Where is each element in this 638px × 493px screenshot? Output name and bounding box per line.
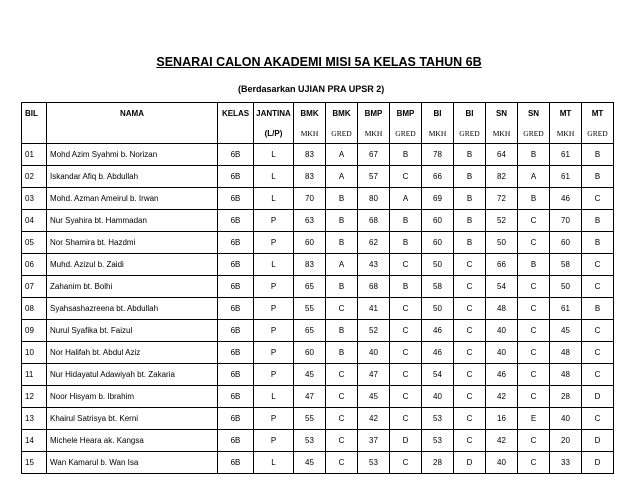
cell-nama: Syahsashazreena bt. Abdullah <box>47 298 218 320</box>
cell-sn-gred: C <box>518 452 550 474</box>
cell-bmp-mkh: 40 <box>358 342 390 364</box>
cell-kelas: 6B <box>218 188 254 210</box>
cell-sn-gred: A <box>518 166 550 188</box>
cell-sn-mkh: 16 <box>486 408 518 430</box>
cell-jantina: L <box>254 166 294 188</box>
cell-bmp-mkh: 43 <box>358 254 390 276</box>
cell-nama: Nurul Syafika bt. Faizul <box>47 320 218 342</box>
table-row <box>22 144 614 166</box>
cell-mt-mkh: 60 <box>550 232 582 254</box>
cell-bmk-mkh: 53 <box>294 430 326 452</box>
cell-mt-gred: B <box>582 166 614 188</box>
cell-bi-mkh: 53 <box>422 430 454 452</box>
cell-bmk-gred: C <box>326 430 358 452</box>
cell-bmp-gred: B <box>390 144 422 166</box>
cell-bmk-gred: B <box>326 342 358 364</box>
cell-nama: Iskandar Afiq b. Abdullah <box>47 166 218 188</box>
cell-sn-mkh: 46 <box>486 364 518 386</box>
cell-bmk-gred: B <box>326 210 358 232</box>
table-row <box>22 166 614 188</box>
cell-sn-gred: C <box>518 232 550 254</box>
header-subject: MT <box>582 103 614 124</box>
cell-kelas: 6B <box>218 408 254 430</box>
cell-mt-gred: C <box>582 364 614 386</box>
cell-bmk-mkh: 65 <box>294 320 326 342</box>
cell-jantina: P <box>254 430 294 452</box>
cell-mt-gred: B <box>582 232 614 254</box>
cell-bil: 10 <box>22 342 47 364</box>
cell-sn-gred: B <box>518 144 550 166</box>
cell-bmk-gred: C <box>326 298 358 320</box>
cell-bmk-gred: A <box>326 254 358 276</box>
cell-nama: Nor Halifah bt. Abdul Aziz <box>47 342 218 364</box>
header-subject: BMP <box>358 103 390 124</box>
cell-mt-gred: C <box>582 342 614 364</box>
table-header-row <box>22 103 614 124</box>
cell-bil: 03 <box>22 188 47 210</box>
cell-sn-mkh: 72 <box>486 188 518 210</box>
cell-bi-mkh: 50 <box>422 254 454 276</box>
cell-sn-gred: C <box>518 430 550 452</box>
cell-mt-gred: D <box>582 452 614 474</box>
cell-kelas: 6B <box>218 144 254 166</box>
cell-bmk-mkh: 45 <box>294 364 326 386</box>
cell-sn-mkh: 40 <box>486 320 518 342</box>
subheader-type: MKH <box>294 123 326 144</box>
cell-sn-mkh: 82 <box>486 166 518 188</box>
cell-bi-gred: B <box>454 188 486 210</box>
cell-mt-mkh: 58 <box>550 254 582 276</box>
subheader-type: MKH <box>358 123 390 144</box>
cell-sn-gred: C <box>518 364 550 386</box>
cell-bmp-mkh: 42 <box>358 408 390 430</box>
cell-mt-gred: B <box>582 144 614 166</box>
cell-bmk-gred: B <box>326 188 358 210</box>
subheader-empty <box>22 123 47 144</box>
cell-sn-mkh: 54 <box>486 276 518 298</box>
cell-mt-mkh: 61 <box>550 144 582 166</box>
cell-bmk-mkh: 65 <box>294 276 326 298</box>
cell-jantina: L <box>254 144 294 166</box>
cell-bmp-gred: B <box>390 276 422 298</box>
cell-bi-gred: C <box>454 430 486 452</box>
cell-kelas: 6B <box>218 430 254 452</box>
cell-bi-gred: D <box>454 452 486 474</box>
cell-bmp-mkh: 67 <box>358 144 390 166</box>
cell-kelas: 6B <box>218 232 254 254</box>
cell-bil: 12 <box>22 386 47 408</box>
cell-bi-gred: B <box>454 232 486 254</box>
subheader-jantina: (L/P) <box>254 123 294 144</box>
cell-mt-mkh: 61 <box>550 166 582 188</box>
cell-bil: 11 <box>22 364 47 386</box>
table-row <box>22 254 614 276</box>
cell-bi-mkh: 69 <box>422 188 454 210</box>
cell-bil: 05 <box>22 232 47 254</box>
cell-nama: Khairul Satrisya bt. Kerni <box>47 408 218 430</box>
header-subject: BI <box>422 103 454 124</box>
cell-sn-mkh: 40 <box>486 342 518 364</box>
cell-mt-gred: B <box>582 210 614 232</box>
cell-jantina: L <box>254 188 294 210</box>
subheader-type: GRED <box>326 123 358 144</box>
cell-kelas: 6B <box>218 210 254 232</box>
cell-sn-mkh: 50 <box>486 232 518 254</box>
cell-bmp-gred: C <box>390 364 422 386</box>
cell-bmk-mkh: 83 <box>294 144 326 166</box>
cell-nama: Wan Kamarul b. Wan Isa <box>47 452 218 474</box>
table-row <box>22 188 614 210</box>
cell-bmk-mkh: 63 <box>294 210 326 232</box>
cell-jantina: P <box>254 276 294 298</box>
subheader-empty <box>218 123 254 144</box>
cell-sn-gred: C <box>518 342 550 364</box>
header-subject: BMK <box>326 103 358 124</box>
cell-kelas: 6B <box>218 276 254 298</box>
table-row <box>22 298 614 320</box>
cell-sn-gred: C <box>518 276 550 298</box>
cell-bi-gred: C <box>454 320 486 342</box>
cell-bmp-gred: C <box>390 386 422 408</box>
table-row <box>22 430 614 452</box>
cell-mt-gred: C <box>582 320 614 342</box>
cell-bi-mkh: 60 <box>422 210 454 232</box>
subheader-type: MKH <box>550 123 582 144</box>
cell-jantina: L <box>254 254 294 276</box>
cell-bi-mkh: 53 <box>422 408 454 430</box>
cell-mt-mkh: 48 <box>550 342 582 364</box>
cell-mt-mkh: 48 <box>550 364 582 386</box>
cell-bmk-mkh: 70 <box>294 188 326 210</box>
cell-mt-mkh: 33 <box>550 452 582 474</box>
cell-bmp-mkh: 62 <box>358 232 390 254</box>
cell-bil: 04 <box>22 210 47 232</box>
cell-sn-gred: B <box>518 188 550 210</box>
cell-sn-mkh: 40 <box>486 452 518 474</box>
cell-bmp-gred: C <box>390 298 422 320</box>
cell-bmp-mkh: 47 <box>358 364 390 386</box>
table-row <box>22 386 614 408</box>
cell-bi-gred: C <box>454 408 486 430</box>
cell-kelas: 6B <box>218 386 254 408</box>
cell-bil: 06 <box>22 254 47 276</box>
cell-bmk-mkh: 60 <box>294 342 326 364</box>
cell-bmk-mkh: 60 <box>294 232 326 254</box>
subheader-type: MKH <box>422 123 454 144</box>
cell-mt-mkh: 28 <box>550 386 582 408</box>
cell-bi-mkh: 40 <box>422 386 454 408</box>
cell-bmk-gred: B <box>326 276 358 298</box>
cell-sn-mkh: 48 <box>486 298 518 320</box>
cell-bi-gred: C <box>454 254 486 276</box>
cell-bmk-mkh: 83 <box>294 254 326 276</box>
header-subject: BMK <box>294 103 326 124</box>
cell-sn-mkh: 42 <box>486 430 518 452</box>
cell-jantina: P <box>254 342 294 364</box>
cell-sn-gred: E <box>518 408 550 430</box>
table-row <box>22 342 614 364</box>
cell-sn-gred: B <box>518 254 550 276</box>
cell-bmk-gred: C <box>326 386 358 408</box>
cell-bi-gred: B <box>454 144 486 166</box>
subheader-type: GRED <box>454 123 486 144</box>
header-subject: BI <box>454 103 486 124</box>
table-row <box>22 210 614 232</box>
cell-bi-mkh: 46 <box>422 320 454 342</box>
header-subject: MT <box>550 103 582 124</box>
table-subheader-row <box>22 123 614 144</box>
header-bil: BIL <box>22 103 47 124</box>
cell-mt-mkh: 40 <box>550 408 582 430</box>
cell-nama: Muhd. Azizul b. Zaidi <box>47 254 218 276</box>
cell-bmk-gred: C <box>326 364 358 386</box>
cell-nama: Zahanim bt. Bolhi <box>47 276 218 298</box>
cell-bmp-gred: A <box>390 188 422 210</box>
cell-bil: 15 <box>22 452 47 474</box>
cell-bil: 13 <box>22 408 47 430</box>
cell-mt-mkh: 50 <box>550 276 582 298</box>
header-subject: SN <box>486 103 518 124</box>
cell-nama: Nor Shamira bt. Hazdmi <box>47 232 218 254</box>
subheader-type: GRED <box>518 123 550 144</box>
cell-bmp-gred: B <box>390 210 422 232</box>
cell-bmp-gred: D <box>390 430 422 452</box>
cell-sn-gred: C <box>518 320 550 342</box>
cell-kelas: 6B <box>218 320 254 342</box>
cell-sn-gred: C <box>518 298 550 320</box>
cell-bmp-gred: C <box>390 320 422 342</box>
subheader-type: GRED <box>390 123 422 144</box>
cell-jantina: P <box>254 210 294 232</box>
cell-bi-gred: C <box>454 364 486 386</box>
cell-mt-gred: D <box>582 430 614 452</box>
cell-bmp-mkh: 53 <box>358 452 390 474</box>
cell-nama: Mohd Azim Syahmi b. Norizan <box>47 144 218 166</box>
table-row <box>22 364 614 386</box>
cell-nama: Noor Hisyam b. Ibrahim <box>47 386 218 408</box>
cell-bi-gred: B <box>454 210 486 232</box>
cell-nama: Mohd. Azman Ameirul b. Irwan <box>47 188 218 210</box>
cell-bmp-gred: B <box>390 232 422 254</box>
cell-bi-gred: B <box>454 166 486 188</box>
cell-kelas: 6B <box>218 364 254 386</box>
cell-jantina: P <box>254 320 294 342</box>
cell-bmp-mkh: 68 <box>358 276 390 298</box>
cell-bmk-mkh: 55 <box>294 408 326 430</box>
cell-sn-mkh: 64 <box>486 144 518 166</box>
table-row <box>22 276 614 298</box>
cell-bil: 01 <box>22 144 47 166</box>
cell-bi-mkh: 28 <box>422 452 454 474</box>
cell-kelas: 6B <box>218 452 254 474</box>
cell-jantina: P <box>254 364 294 386</box>
cell-bmk-gred: A <box>326 144 358 166</box>
document-title: SENARAI CALON AKADEMI MISI 5A KELAS TAHUN 6B <box>156 55 482 69</box>
header-subject: BMP <box>390 103 422 124</box>
cell-bi-mkh: 60 <box>422 232 454 254</box>
cell-bmp-mkh: 57 <box>358 166 390 188</box>
table-row <box>22 320 614 342</box>
cell-bmp-mkh: 37 <box>358 430 390 452</box>
cell-bi-gred: C <box>454 386 486 408</box>
cell-sn-gred: C <box>518 386 550 408</box>
cell-kelas: 6B <box>218 166 254 188</box>
cell-bmp-mkh: 41 <box>358 298 390 320</box>
cell-mt-mkh: 70 <box>550 210 582 232</box>
cell-mt-mkh: 61 <box>550 298 582 320</box>
cell-bi-mkh: 78 <box>422 144 454 166</box>
cell-bmk-mkh: 55 <box>294 298 326 320</box>
cell-bmp-gred: C <box>390 408 422 430</box>
results-table <box>21 102 614 474</box>
cell-mt-gred: C <box>582 276 614 298</box>
cell-bmk-gred: B <box>326 320 358 342</box>
cell-sn-mkh: 66 <box>486 254 518 276</box>
subheader-type: MKH <box>486 123 518 144</box>
header-nama: NAMA <box>47 103 218 124</box>
cell-mt-mkh: 20 <box>550 430 582 452</box>
cell-jantina: P <box>254 298 294 320</box>
cell-kelas: 6B <box>218 342 254 364</box>
cell-bmp-gred: C <box>390 452 422 474</box>
cell-mt-gred: D <box>582 386 614 408</box>
cell-bmp-mkh: 52 <box>358 320 390 342</box>
cell-bmk-mkh: 45 <box>294 452 326 474</box>
cell-bi-mkh: 50 <box>422 298 454 320</box>
subheader-empty <box>47 123 218 144</box>
cell-bil: 07 <box>22 276 47 298</box>
cell-bmp-gred: C <box>390 166 422 188</box>
cell-mt-gred: C <box>582 188 614 210</box>
cell-bil: 02 <box>22 166 47 188</box>
cell-bi-mkh: 54 <box>422 364 454 386</box>
cell-mt-mkh: 45 <box>550 320 582 342</box>
cell-mt-gred: C <box>582 408 614 430</box>
cell-bmp-mkh: 68 <box>358 210 390 232</box>
cell-bmk-gred: B <box>326 232 358 254</box>
cell-bi-gred: C <box>454 298 486 320</box>
table-row <box>22 408 614 430</box>
document-subtitle: (Berdasarkan UJIAN PRA UPSR 2) <box>238 84 385 94</box>
cell-jantina: L <box>254 452 294 474</box>
cell-bmp-mkh: 80 <box>358 188 390 210</box>
cell-bil: 08 <box>22 298 47 320</box>
cell-bi-gred: C <box>454 276 486 298</box>
cell-bmk-gred: C <box>326 408 358 430</box>
cell-bmp-gred: C <box>390 254 422 276</box>
cell-sn-mkh: 42 <box>486 386 518 408</box>
cell-bmp-gred: C <box>390 342 422 364</box>
header-kelas: KELAS <box>218 103 254 124</box>
cell-mt-gred: C <box>582 254 614 276</box>
cell-nama: Michele Heara ak. Kangsa <box>47 430 218 452</box>
cell-bi-mkh: 58 <box>422 276 454 298</box>
subheader-type: GRED <box>582 123 614 144</box>
cell-sn-gred: C <box>518 210 550 232</box>
cell-nama: Nur Syahira bt. Hammadan <box>47 210 218 232</box>
cell-bmp-mkh: 45 <box>358 386 390 408</box>
cell-bmk-mkh: 83 <box>294 166 326 188</box>
cell-sn-mkh: 52 <box>486 210 518 232</box>
table-row <box>22 452 614 474</box>
header-jantina: JANTINA <box>254 103 294 124</box>
cell-bmk-gred: C <box>326 452 358 474</box>
cell-nama: Nur Hidayatul Adawiyah bt. Zakaria <box>47 364 218 386</box>
header-subject: SN <box>518 103 550 124</box>
cell-jantina: P <box>254 232 294 254</box>
cell-kelas: 6B <box>218 298 254 320</box>
cell-kelas: 6B <box>218 254 254 276</box>
cell-bmk-gred: A <box>326 166 358 188</box>
cell-bmk-mkh: 47 <box>294 386 326 408</box>
cell-mt-gred: B <box>582 298 614 320</box>
table-row <box>22 232 614 254</box>
cell-bi-gred: C <box>454 342 486 364</box>
cell-bi-mkh: 66 <box>422 166 454 188</box>
cell-bil: 14 <box>22 430 47 452</box>
cell-mt-mkh: 46 <box>550 188 582 210</box>
cell-jantina: L <box>254 386 294 408</box>
cell-bil: 09 <box>22 320 47 342</box>
cell-bi-mkh: 46 <box>422 342 454 364</box>
cell-jantina: P <box>254 408 294 430</box>
